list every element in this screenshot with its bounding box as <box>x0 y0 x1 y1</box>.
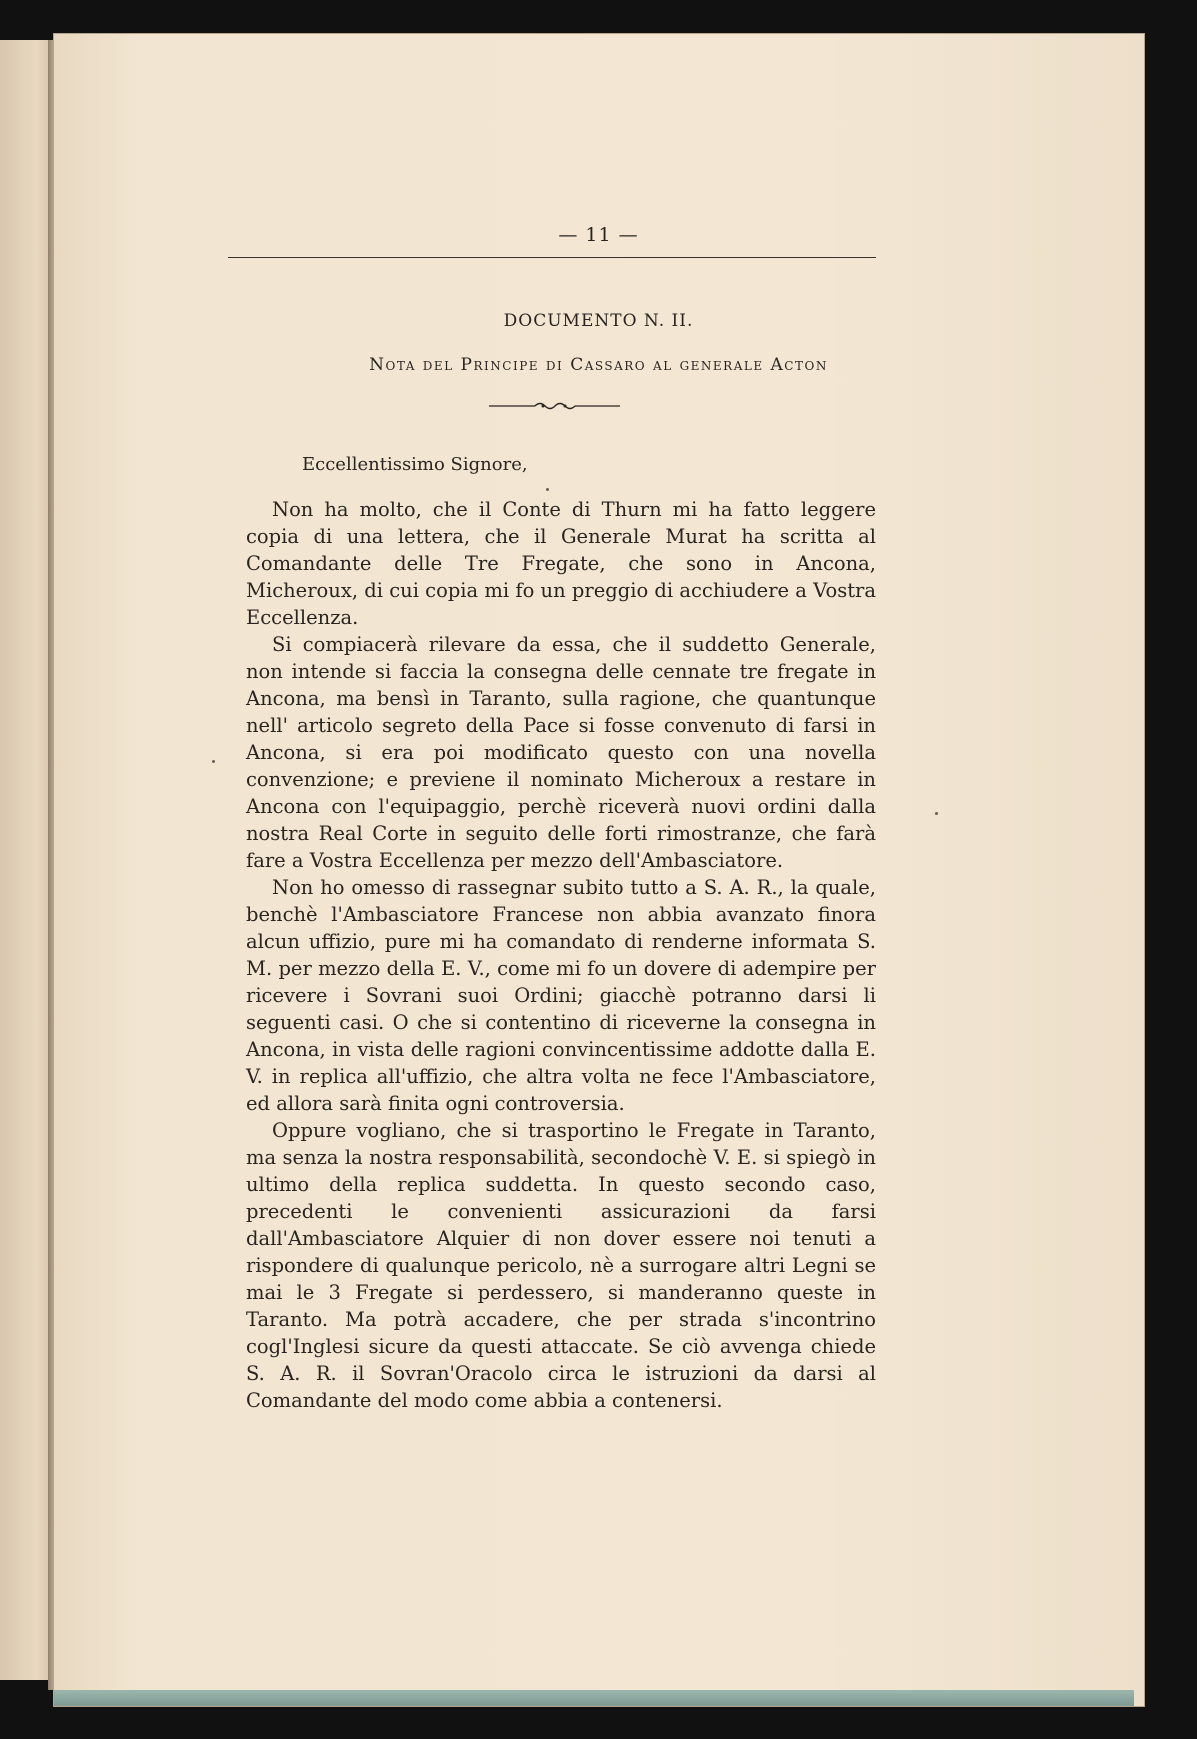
paragraph-3: Non ho omesso di rassegnar subito tutto a S. A. R., la quale, benchè l'Ambasciatore Francese non abbia avanzato finora alcun uffizio, pure mi ha comandato di renderne informata S. M. per mezzo della E. V., come mi fo un dovere di adempire per ricevere i Sovrani suoi Ordini; giacchè potranno darsi li seguenti casi. O che si contentino di riceverne la consegna in Ancona, in vista delle ragioni convincentissime addotte dalla E. V. in replica all'uffizio, che altra volta ne fece l'Ambasciatore, ed allora sarà finita ogni controversia. <box>246 876 876 1115</box>
document-subtitle: Nota del Principe di Cassaro al generale Acton <box>369 355 828 375</box>
previous-page-edge <box>0 40 53 1680</box>
letter-body <box>246 496 876 1414</box>
paper-speck <box>935 812 938 815</box>
header-rule <box>228 257 876 258</box>
paper-speck <box>546 488 549 491</box>
paragraph-4: Oppure vogliano, che si trasportino le Fregate in Taranto, ma senza la nostra responsabilità, secondochè V. E. si spiegò in ultimo della replica suddetta. In questo secondo caso, precedenti le convenienti assicurazioni da farsi dall'Ambasciatore Alquier di non dover essere noi tenuti a rispondere di qualunque pericolo, nè a surrogare altri Legni se mai le 3 Fregate si perdessero, si manderanno queste in Taranto. Ma potrà accadere, che per strada s'incontrino cogl'Inglesi sicure da questi attaccate. Se ciò avvenga chiede S. A. R. il Sovran'Oracolo circa le istruzioni da darsi al Comandante del modo come abbia a contenersi. <box>246 1119 876 1412</box>
page-number: — 11 — <box>558 224 639 246</box>
page-bottom-edge <box>54 1690 1134 1706</box>
paragraph-2: Si compiacerà rilevare da essa, che il suddetto Generale, non intende si faccia la consegna delle cennate tre fregate in Ancona, ma bensì in Taranto, sulla ragione, che quantunque nell' articolo segreto della Pace si fosse convenuto di farsi in Ancona, si era poi modificato questo con una novella convenzione; e previene il nominato Micheroux a restare in Ancona con l'equipaggio, perchè riceverà nuovi ordini dalla nostra Real Corte in seguito delle forti rimostranze, che farà fare a Vostra Eccellenza per mezzo dell'Ambasciatore. <box>246 633 876 872</box>
paper-speck <box>212 760 215 763</box>
document-title: DOCUMENTO N. II. <box>503 311 694 331</box>
letter-salutation: Eccellentissimo Signore, <box>302 454 528 475</box>
paragraph-1: Non ha molto, che il Conte di Thurn mi ha fatto leggere copia di una lettera, che il Generale Murat ha scritta al Comandante delle Tre Fregate, che sono in Ancona, Micheroux, di cui copia mi fo un preggio di acchiudere a Vostra Eccellenza. <box>246 498 876 629</box>
ornament-divider-icon <box>487 398 622 414</box>
